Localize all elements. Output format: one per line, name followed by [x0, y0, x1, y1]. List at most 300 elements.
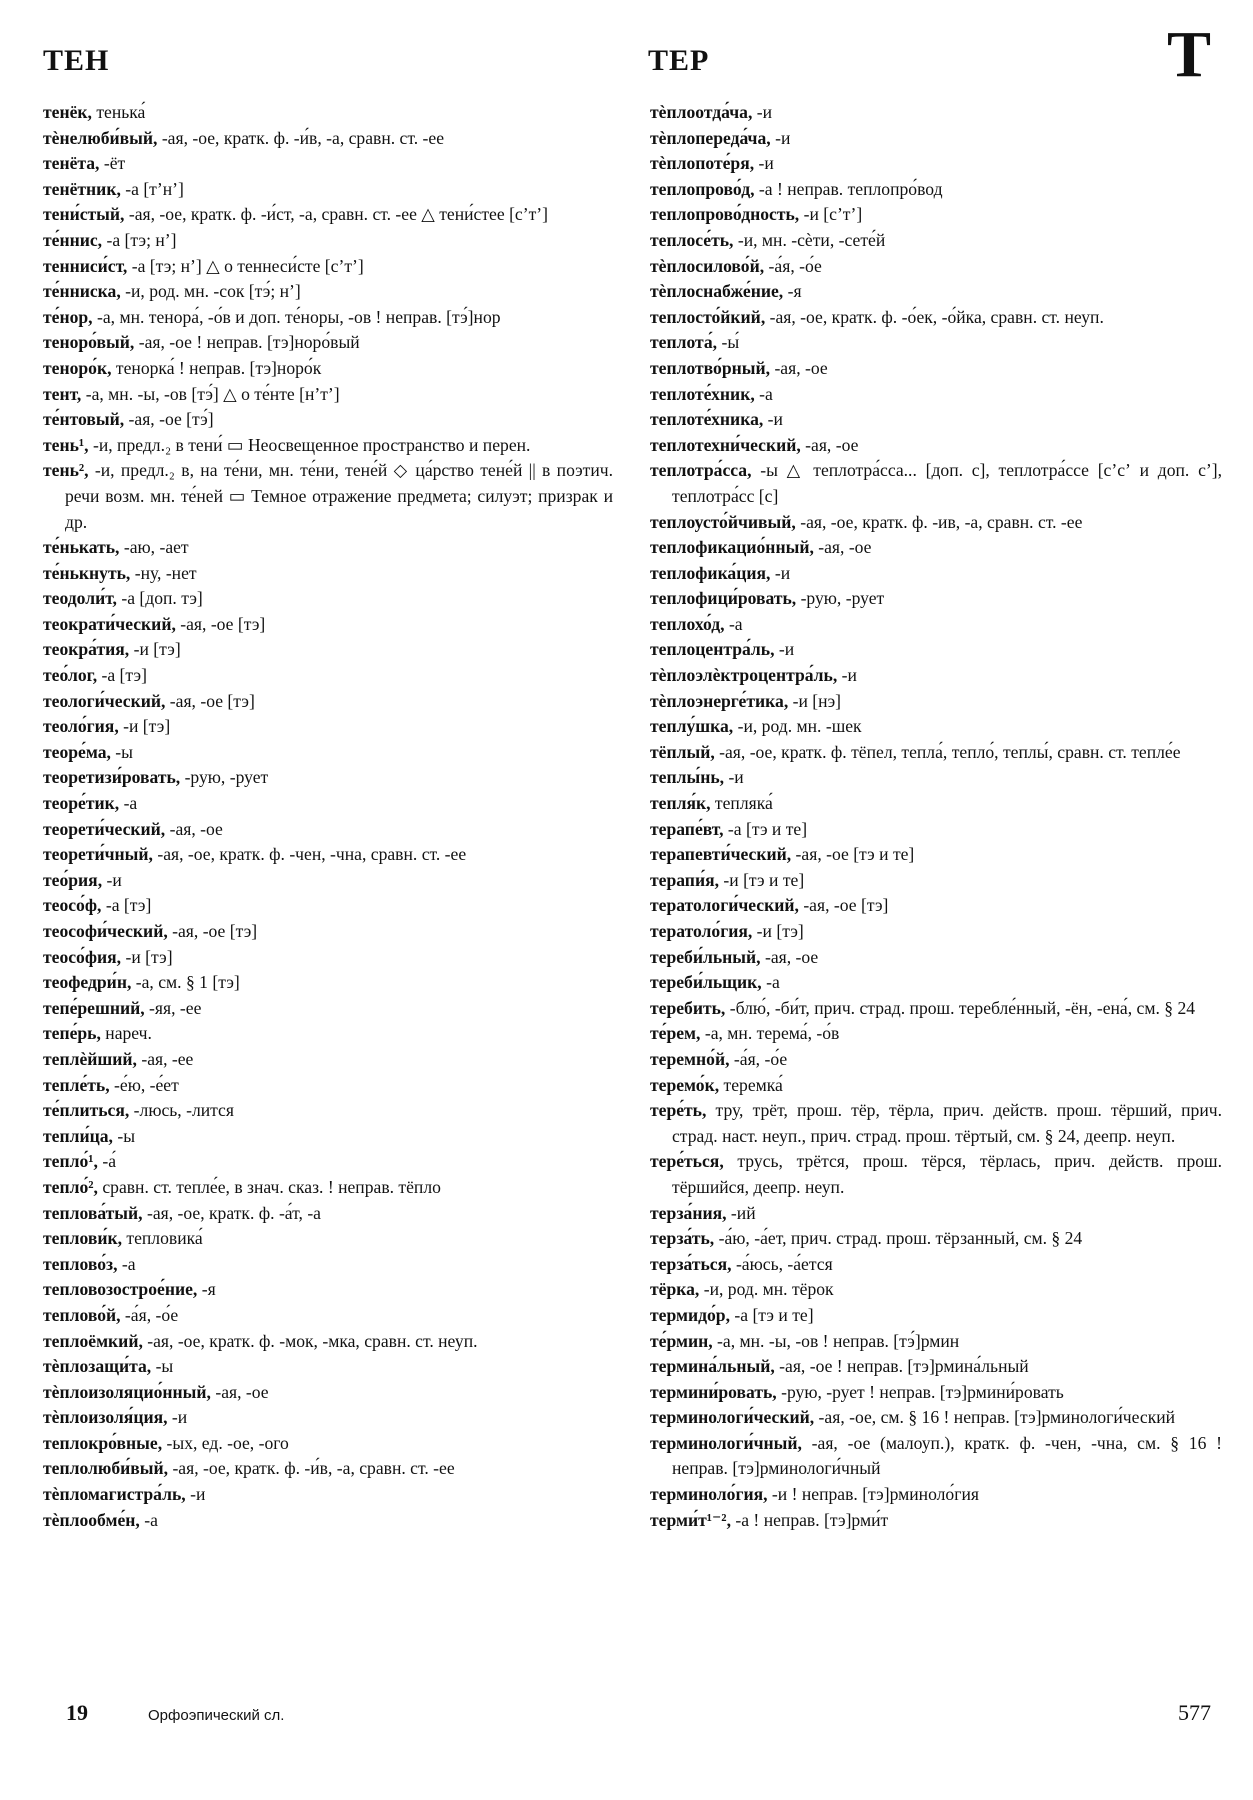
dictionary-entry — [650, 1508, 1222, 1534]
dictionary-entry — [43, 1482, 613, 1508]
dictionary-entry — [650, 791, 1222, 817]
entry-headword: тереби́льщик, — [650, 972, 762, 993]
dictionary-entry — [43, 945, 613, 971]
dictionary-entry — [43, 561, 613, 587]
entry-definition: -я — [197, 1279, 216, 1300]
entry-headword: теноро́вый, — [43, 332, 135, 353]
entry-definition: -а, мн. -ы, -ов [тэ́] △ о те́нте [нʼтʼ] — [81, 383, 340, 404]
entry-definition: -и — [185, 1484, 206, 1505]
dictionary-entry — [650, 151, 1222, 177]
entry-headword: тенётник, — [43, 178, 121, 199]
page-number: 577 — [1178, 1700, 1211, 1725]
entry-definition: -и — [102, 869, 122, 890]
entry-definition: -а [тэ] — [101, 895, 152, 916]
dictionary-entry — [650, 1303, 1222, 1329]
entry-headword: теософи́ческий, — [43, 921, 168, 941]
dictionary-entry — [650, 1431, 1222, 1482]
entry-definition: -а [тэ и те] — [729, 1304, 814, 1325]
entry-headword: тепе́рь, — [43, 1023, 101, 1044]
entry-headword: теплопрово́д, — [650, 178, 755, 199]
entry-headword: теремно́й, — [650, 1048, 730, 1069]
dictionary-entry — [43, 151, 613, 177]
entry-headword: те́нькать, — [43, 537, 120, 558]
entry-headword: теплосто́йкий, — [650, 306, 766, 327]
entry-definition: -и — [167, 1407, 188, 1428]
dictionary-entry — [43, 1380, 613, 1406]
entry-headword: тень¹, — [43, 434, 89, 455]
entry-definition: -блю́, -би́т, прич. страд. прош. теребле́нный, -ён, -ена́, см. § 24 — [725, 997, 1196, 1018]
dictionary-entry — [43, 842, 613, 868]
entry-definition: -ая, -ое, кратк. ф. -ив, -а, сравн. ст. -ее — [795, 511, 1083, 532]
entry-headword: тень², — [43, 460, 89, 481]
entry-headword: тепловозострое́ние, — [43, 1279, 198, 1300]
dictionary-entry — [650, 919, 1222, 945]
entry-headword: теплы́нь, — [650, 767, 725, 788]
entry-definition: -ая, -ое [тэ и те] — [791, 844, 915, 865]
dictionary-entry — [43, 637, 613, 663]
entry-definition: -рую, -рует — [180, 767, 269, 788]
entry-definition: -а́ — [97, 1151, 117, 1172]
entry-definition: теремка́ — [719, 1074, 783, 1095]
entry-headword: теплова́тый, — [43, 1202, 143, 1223]
dictionary-entry — [43, 663, 613, 689]
dictionary-entry — [43, 279, 613, 305]
dictionary-entry — [650, 817, 1222, 843]
dictionary-entry — [43, 791, 613, 817]
entry-definition: -ы — [151, 1356, 174, 1377]
dictionary-entry — [43, 1456, 613, 1482]
entry-headword: теоре́ма, — [43, 741, 111, 762]
entry-definition: -и ! неправ. [тэ]рминоло́гия — [767, 1484, 979, 1505]
dictionary-entry — [43, 1226, 613, 1252]
entry-headword: термини́ровать, — [650, 1381, 777, 1402]
entry-headword: терми́т¹⁻², — [650, 1509, 731, 1530]
dictionary-entry — [43, 177, 613, 203]
entry-headword: теплоте́хника, — [650, 409, 764, 430]
entry-definition: -ая, -ое [тэ] — [175, 613, 266, 634]
dictionary-entry — [650, 561, 1222, 587]
dictionary-entry — [43, 919, 613, 945]
entry-definition: -и — [837, 665, 857, 686]
entry-headword: тѐплопереда́ча, — [650, 127, 771, 148]
entry-definition: -ёт — [99, 153, 126, 174]
dictionary-entry — [43, 612, 613, 638]
entry-headword: теократи́ческий, — [43, 613, 176, 634]
dictionary-entry — [43, 433, 613, 459]
entry-headword: тѐплоизоля́ция, — [43, 1407, 168, 1428]
entry-definition: тепловика́ — [122, 1228, 203, 1249]
entry-headword: теплови́к, — [43, 1228, 122, 1249]
dictionary-entry — [650, 100, 1222, 126]
dictionary-entry — [43, 740, 613, 766]
entry-definition: -а́ю, -а́ет, прич. страд. прош. тёрзанный, см. § 24 — [714, 1228, 1083, 1249]
entry-headword: теплоте́хник, — [650, 383, 755, 404]
entry-definition: -а — [139, 1509, 158, 1530]
dictionary-entry — [650, 407, 1222, 433]
dictionary-entry — [43, 868, 613, 894]
entry-definition: -рую, -рует ! неправ. [тэ]рмини́ровать — [776, 1381, 1064, 1402]
entry-headword: тепля́к, — [650, 793, 711, 814]
entry-definition: -яя, -ее — [144, 997, 202, 1018]
dictionary-entry — [650, 1201, 1222, 1227]
entry-definition: -а [тэ; нʼ] — [102, 229, 177, 250]
dictionary-entry — [43, 254, 613, 280]
dictionary-entry — [43, 689, 613, 715]
dictionary-entry — [43, 817, 613, 843]
entry-definition: -а [тэ] — [97, 665, 147, 686]
entry-definition: нареч. — [100, 1023, 152, 1044]
entry-definition: -и [нэ] — [788, 690, 841, 711]
entry-headword: теокра́тия, — [43, 639, 130, 660]
entry-definition: -ы́ — [717, 332, 740, 353]
entry-headword: теорети́ческий, — [43, 818, 166, 839]
entry-headword: тени́стый, — [43, 204, 125, 225]
entry-definition: -ий — [726, 1202, 756, 1223]
entry-headword: теологи́ческий, — [43, 690, 166, 711]
dictionary-entry — [650, 1149, 1222, 1200]
entry-headword: теплофици́ровать, — [650, 588, 797, 609]
entry-definition: -ы △ теплотра́сса... [доп. с], теплотра́ссе [сʼсʼ и доп. сʼ], теплотра́сс [с] — [672, 460, 1222, 506]
dictionary-entry — [43, 586, 613, 612]
right-column — [650, 100, 1222, 1533]
entry-definition: -ая, -ое [тэ́] — [124, 409, 214, 430]
entry-headword: теодоли́т, — [43, 588, 117, 609]
entry-headword: тёрка, — [650, 1279, 700, 1300]
entry-definition: -ая, -ое — [210, 1381, 269, 1402]
entry-headword: тепло́², — [43, 1176, 98, 1197]
entry-definition: сравн. ст. тепле́е, в знач. сказ. ! неправ. тёпло — [97, 1176, 441, 1197]
entry-definition: -и — [763, 409, 783, 430]
dictionary-entry — [43, 1405, 613, 1431]
entry-definition: -а [тʼнʼ] — [120, 178, 184, 199]
entry-headword: те́нниска, — [43, 281, 121, 302]
entry-definition: -и [тэ] — [121, 946, 173, 967]
entry-headword: терза́ния, — [650, 1202, 727, 1223]
entry-definition: -ая, -ое, кратк. ф. -и́в, -а, сравн. ст. -ее — [168, 1458, 455, 1479]
signature-title: Орфоэпический сл. — [148, 1707, 285, 1724]
entry-headword: теорети́чный, — [43, 844, 153, 865]
entry-headword: тѐплосилово́й, — [650, 255, 765, 276]
entry-headword: теплотра́сса, — [650, 460, 752, 481]
entry-headword: тёплый, — [650, 741, 715, 762]
entry-headword: теплотехни́ческий, — [650, 434, 801, 455]
entry-definition: -и — [754, 153, 774, 174]
dictionary-entry — [650, 1329, 1222, 1355]
entry-definition: -ая, -ое — [800, 434, 859, 455]
dictionary-entry — [43, 126, 613, 152]
entry-definition: -ая, -ое, см. § 16 ! неправ. [тэ]рминологи́ческий — [814, 1407, 1176, 1428]
entry-headword: теребить, — [650, 997, 726, 1018]
entry-headword: теплопрово́дность, — [650, 204, 800, 225]
entry-definition: -а́я, -о́е — [120, 1304, 179, 1325]
entry-headword: теплово́й, — [43, 1304, 121, 1325]
entry-definition: -ая, -ое ! неправ. [тэ]норо́вый — [134, 332, 360, 353]
dictionary-entry — [43, 893, 613, 919]
dictionary-entry — [650, 1073, 1222, 1099]
entry-definition: -аю, -ает — [119, 537, 189, 558]
entry-definition: -и — [774, 639, 795, 660]
entry-headword: тео́рия, — [43, 869, 103, 890]
entry-definition: тру, трёт, прош. тёр, тёрла, прич. действ. прош. тёрший, прич. страд. наст. неуп., прич. страд. прош. тёртый, см. § 24, деепр. неуп. — [672, 1100, 1222, 1146]
entry-definition: -ая, -ое, кратк. ф. -и́ст, -а, сравн. ст. -ее △ тени́стее [сʼтʼ] — [124, 204, 549, 225]
entry-definition: -а — [119, 793, 138, 814]
entry-headword: теремо́к, — [650, 1074, 720, 1095]
entry-headword: теплу́шка, — [650, 716, 734, 737]
entry-definition: -ая, -ое, кратк. ф. -а́т, -а — [142, 1202, 321, 1223]
entry-headword: тере́ть, — [650, 1100, 707, 1121]
entry-headword: теосо́фия, — [43, 946, 122, 967]
dictionary-entry — [43, 100, 613, 126]
entry-definition: -а́юсь, -а́ется — [731, 1253, 833, 1274]
entry-definition: -а — [724, 613, 743, 634]
entry-definition: -ая, -ое — [165, 818, 223, 839]
entry-headword: тѐнелюби́вый, — [43, 127, 158, 148]
entry-definition: -ая, -ое, кратк. ф. -мок, -мка, сравн. ст. неуп. — [142, 1330, 478, 1351]
entry-definition: -а — [117, 1253, 136, 1274]
entry-definition: -и [тэ] — [752, 921, 804, 941]
entry-definition: -а, см. § 1 [тэ] — [131, 972, 240, 993]
entry-definition: -и — [770, 562, 791, 583]
entry-definition: -рую, -рует — [796, 588, 885, 609]
dictionary-entry — [650, 330, 1222, 356]
dictionary-entry — [650, 382, 1222, 408]
entry-definition: -ая, -ое [тэ] — [167, 921, 258, 941]
entry-headword: те́нор, — [43, 306, 93, 327]
entry-definition: -а, мн. терема́, -о́в — [700, 1023, 840, 1044]
entry-headword: теплолюби́вый, — [43, 1458, 169, 1479]
dictionary-entry — [650, 305, 1222, 331]
entry-definition: -ая, -ое, кратк. ф. тёпел, тепла́, тепло́, теплы́, сравн. ст. тепле́е — [714, 741, 1181, 762]
entry-definition: -я — [783, 281, 802, 302]
entry-definition: -ы — [110, 741, 133, 762]
entry-definition: -и, мн. -сѐти, -сете́й — [733, 229, 886, 250]
entry-definition: -и, род. мн. тёрок — [699, 1279, 834, 1300]
entry-headword: тепли́ца, — [43, 1125, 113, 1146]
entry-headword: тѐпломагистра́ль, — [43, 1484, 186, 1505]
entry-headword: тере́ться, — [650, 1151, 724, 1172]
entry-definition: тенорка́ ! неправ. [тэ]норо́к — [111, 357, 322, 378]
dictionary-entry — [650, 535, 1222, 561]
dictionary-entry — [43, 1303, 613, 1329]
dictionary-entry — [650, 765, 1222, 791]
entry-definition: -и [тэ и те] — [719, 869, 805, 890]
dictionary-entry — [650, 1405, 1222, 1431]
entry-headword: теплохо́д, — [650, 613, 725, 634]
dictionary-entry — [650, 586, 1222, 612]
entry-headword: тератоло́гия, — [650, 921, 753, 941]
entry-headword: тѐплозащи́та, — [43, 1356, 152, 1377]
entry-definition: -и, предл.₂ в тени́ ▭ Неосвещенное пространство и перен. — [88, 434, 531, 455]
entry-headword: тенёк, — [43, 102, 92, 122]
dictionary-entry — [43, 1277, 613, 1303]
entry-definition: -а — [761, 972, 780, 993]
entry-definition: тенька́ — [91, 102, 146, 122]
entry-headword: теоло́гия, — [43, 716, 119, 737]
dictionary-entry — [650, 612, 1222, 638]
dictionary-entry — [650, 1482, 1222, 1508]
entry-headword: те́нькнуть, — [43, 562, 131, 583]
dictionary-entry — [43, 1329, 613, 1355]
dictionary-entry — [43, 970, 613, 996]
dictionary-entry — [650, 1380, 1222, 1406]
entry-headword: теплофикацио́нный, — [650, 537, 814, 558]
entry-headword: теплоёмкий, — [43, 1330, 143, 1351]
dictionary-entry — [650, 458, 1222, 509]
dictionary-entry — [650, 279, 1222, 305]
dictionary-entry — [43, 458, 613, 535]
entry-headword: терапи́я, — [650, 869, 719, 890]
dictionary-entry — [43, 535, 613, 561]
entry-definition: -а, мн. -ы, -ов ! неправ. [тэ́]рмин — [712, 1330, 960, 1351]
entry-headword: теоретизи́ровать, — [43, 767, 181, 788]
entry-headword: теоре́тик, — [43, 793, 120, 814]
entry-headword: термина́льный, — [650, 1356, 775, 1377]
entry-headword: теплокро́вные, — [43, 1432, 163, 1453]
entry-headword: теплотво́рный, — [650, 357, 771, 378]
entry-headword: термидо́р, — [650, 1304, 730, 1325]
entry-headword: терапе́вт, — [650, 818, 724, 839]
entry-definition: -ая, -ее — [136, 1048, 194, 1069]
entry-definition: -а [доп. тэ] — [116, 588, 203, 609]
entry-headword: тереби́льный, — [650, 946, 761, 967]
entry-headword: теноро́к, — [43, 357, 112, 378]
dictionary-entry — [650, 868, 1222, 894]
dictionary-entry — [43, 765, 613, 791]
dictionary-entry — [650, 893, 1222, 919]
entry-headword: те́рем, — [650, 1023, 701, 1044]
entry-definition: -а — [754, 383, 773, 404]
dictionary-entry — [650, 1252, 1222, 1278]
entry-definition: -ая, -ое — [813, 537, 872, 558]
entry-definition: -а́я, -о́е — [729, 1048, 788, 1069]
entry-headword: теофедри́н, — [43, 972, 132, 993]
entry-definition: -ая, -ое ! неправ. [тэ]рмина́льный — [774, 1356, 1029, 1377]
entry-definition: -а ! неправ. теплопро́вод — [754, 178, 943, 199]
entry-definition: -и, предл.₂ в, на те́ни, мн. те́ни, тене́й ◇ ца́рство тене́й || в поэтич. речи возм. мн. те́ней ▭ Темное отражение предмета; силуэт; призрак и др. — [65, 460, 613, 532]
dictionary-entry — [650, 714, 1222, 740]
entry-definition: -ая, -ое (малоуп.), кратк. ф. -чен, -чна, см. § 16 ! неправ. [тэ]рминологи́чный — [672, 1432, 1222, 1479]
entry-headword: терза́ть, — [650, 1228, 715, 1249]
dictionary-entry — [43, 1149, 613, 1175]
signature-number: 19 — [66, 1700, 88, 1725]
dictionary-entry — [650, 1098, 1222, 1149]
entry-definition: тепляка́ — [710, 793, 773, 814]
dictionary-entry — [43, 356, 613, 382]
running-head-left: ТЕН — [43, 44, 110, 77]
entry-headword: те́нтовый, — [43, 409, 125, 430]
dictionary-entry — [650, 689, 1222, 715]
dictionary-entry — [650, 945, 1222, 971]
entry-headword: терминологи́ческий, — [650, 1407, 815, 1428]
entry-headword: тео́лог, — [43, 665, 98, 686]
dictionary-entry — [43, 330, 613, 356]
running-head-right: ТЕР — [648, 44, 710, 77]
dictionary-entry — [43, 1201, 613, 1227]
dictionary-entry — [650, 1226, 1222, 1252]
entry-headword: терза́ться, — [650, 1253, 732, 1274]
dictionary-entry — [43, 305, 613, 331]
entry-headword: тѐплоотда́ча, — [650, 102, 753, 122]
dictionary-entry — [650, 1277, 1222, 1303]
dictionary-entry — [650, 1354, 1222, 1380]
entry-definition: -люсь, -лится — [129, 1100, 234, 1121]
dictionary-entry — [43, 1252, 613, 1278]
entry-definition: -ая, -ое, кратк. ф. -чен, -чна, сравн. ст. -ее — [152, 844, 467, 865]
entry-headword: теплофика́ция, — [650, 562, 771, 583]
dictionary-entry — [43, 714, 613, 740]
dictionary-entry — [43, 1098, 613, 1124]
dictionary-entry — [43, 382, 613, 408]
entry-headword: тенниси́ст, — [43, 255, 128, 276]
dictionary-entry — [650, 356, 1222, 382]
entry-definition: -ая, -ое [тэ] — [798, 895, 889, 916]
entry-definition: -ы — [112, 1125, 136, 1146]
entry-definition: -ых, ед. -ое, -ого — [162, 1432, 289, 1453]
dictionary-entry — [43, 1508, 613, 1534]
entry-headword: тѐплообме́н, — [43, 1509, 140, 1530]
entry-headword: тепло́¹, — [43, 1151, 98, 1172]
dictionary-entry — [43, 1354, 613, 1380]
entry-definition: -ая, -ое — [770, 357, 828, 378]
entry-definition: -а [тэ и те] — [723, 818, 808, 839]
dictionary-entry — [43, 1175, 613, 1201]
dictionary-entry — [43, 1021, 613, 1047]
entry-definition: -и [сʼтʼ] — [799, 204, 863, 225]
dictionary-entry — [650, 996, 1222, 1022]
entry-headword: теплѐйший, — [43, 1048, 137, 1069]
entry-headword: тѐплоэлѐктроцентра́ль, — [650, 665, 838, 686]
entry-headword: тенёта, — [43, 153, 100, 174]
section-letter: Т — [1166, 18, 1211, 91]
dictionary-entry — [650, 637, 1222, 663]
entry-headword: теплота́, — [650, 332, 718, 353]
entry-headword: тѐплоизоляцио́нный, — [43, 1381, 211, 1402]
dictionary-entry — [650, 177, 1222, 203]
entry-headword: тепле́ть, — [43, 1074, 110, 1095]
dictionary-entry — [650, 202, 1222, 228]
entry-headword: те́рмин, — [650, 1330, 713, 1351]
entry-definition: -ая, -ое, кратк. ф. -о́ек, -о́йка, сравн. ст. неуп. — [765, 306, 1104, 327]
dictionary-entry — [650, 842, 1222, 868]
entry-headword: тѐплопоте́ря, — [650, 153, 755, 174]
entry-definition: -а ! неправ. [тэ]рми́т — [730, 1509, 889, 1530]
dictionary-entry — [650, 433, 1222, 459]
entry-definition: -и, род. мн. -сок [тэ́; нʼ] — [120, 281, 301, 302]
entry-headword: теплово́з, — [43, 1253, 118, 1274]
dictionary-entry — [43, 1047, 613, 1073]
dictionary-entry — [43, 996, 613, 1022]
left-column — [43, 100, 613, 1533]
entry-headword: тент, — [43, 383, 82, 404]
entry-headword: теплосе́ть, — [650, 229, 734, 250]
dictionary-entry — [43, 202, 613, 228]
entry-headword: теплоусто́йчивый, — [650, 511, 796, 532]
dictionary-entry — [650, 663, 1222, 689]
dictionary-entry — [43, 1124, 613, 1150]
entry-definition: -и, род. мн. -шек — [733, 716, 862, 737]
entry-definition: -а [тэ; нʼ] △ о теннеси́сте [сʼтʼ] — [127, 255, 364, 276]
entry-headword: терминоло́гия, — [650, 1484, 768, 1505]
entry-definition: -и [тэ] — [118, 716, 171, 737]
entry-definition: -и — [770, 127, 791, 148]
entry-headword: терминологи́чный, — [650, 1432, 802, 1453]
entry-definition: -ая, -ое [тэ] — [165, 690, 255, 711]
entry-definition: -ая, -ое, кратк. ф. -и́в, -а, сравн. ст. -ее — [157, 127, 445, 148]
entry-definition: -е́ю, -е́ет — [109, 1074, 179, 1095]
dictionary-entry — [650, 228, 1222, 254]
entry-definition: -ну, -нет — [130, 562, 197, 583]
entry-definition: -ая, -ое — [760, 946, 819, 967]
